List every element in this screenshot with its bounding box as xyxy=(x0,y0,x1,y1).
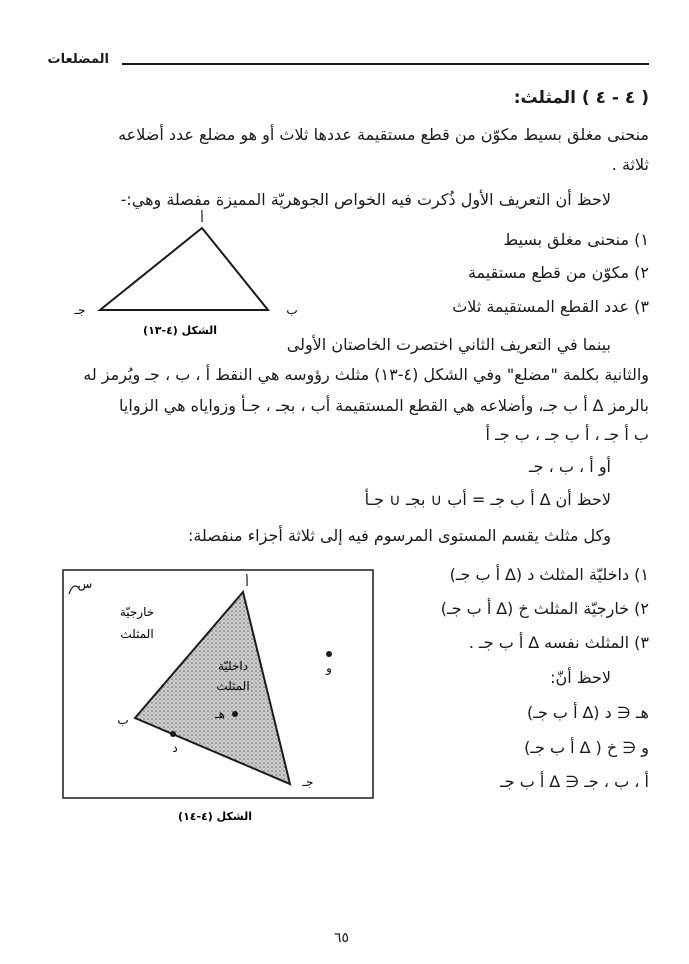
point-d xyxy=(170,731,176,737)
figure-4-14-caption: الشكل (٤-١٤) xyxy=(178,810,252,823)
point-d-label: د xyxy=(172,741,178,755)
plane-label: س xyxy=(77,577,93,591)
note-facts: لاحظ أنّ: xyxy=(550,668,611,687)
triangle-abc xyxy=(100,228,268,310)
header-rule xyxy=(122,63,649,65)
vertex-label-a: أ xyxy=(200,211,204,225)
union-note: لاحظ أن ∆ أ ب جـ = أب ∪ بجـ ∪ جـأ xyxy=(364,490,611,509)
interior-label-2: المثلث xyxy=(216,679,250,693)
figure-4-13 xyxy=(70,210,310,350)
fact-3: أ ، ب ، جـ ∈ ∆ أ ب جـ xyxy=(500,772,649,791)
triangle-interior xyxy=(135,592,290,784)
vertex-label-b: ب xyxy=(286,303,298,317)
para2-line-4: ب أ جـ ، أ ب جـ ، ب جـ أ xyxy=(485,425,649,444)
vertex-label-a: أ xyxy=(245,575,249,589)
para2-line-1: بينما في التعريف الثاني اختصرت الخاصتان الأولى xyxy=(286,335,611,354)
figure-4-14 xyxy=(55,566,380,828)
figure-4-13-caption: الشكل (٤-١٣) xyxy=(143,324,217,337)
point-e-label: هـ xyxy=(215,707,225,721)
page-number: ٦٥ xyxy=(334,930,350,946)
point-e xyxy=(232,711,238,717)
property-2: ٢) مكوّن من قطع مستقيمة xyxy=(467,263,649,282)
property-3: ٣) عدد القطع المستقيمة ثلاث xyxy=(452,297,649,316)
definition-line-1: منحنى مغلق بسيط مكوّن من قطع مستقيمة عددها ثلاث أو هو مضلع عدد أضلاعه xyxy=(118,125,649,144)
definition-line-2: ثلاثة . xyxy=(611,155,649,174)
note-first-definition: لاحظ أن التعريف الأول ذُكرت فيه الخواص الجوهريّة المميزة مفصلة وهي:- xyxy=(120,190,611,209)
vertex-label-b: ب xyxy=(117,713,129,727)
para2-line-5: أو أ ، ب ، جـ xyxy=(528,457,611,476)
para2-line-2: والثانية بكلمة "مضلع" وفي الشكل (٤-١٣) مثلث رؤوسه هي النقط أ ، ب ، جـ ويُرمز له xyxy=(83,365,649,384)
parts-intro: وكل مثلث يقسم المستوى المرسوم فيه إلى ثلاثة أجزاء منفصلة: xyxy=(187,526,611,545)
fact-1: هـ ∈ د (∆ أ ب جـ) xyxy=(527,703,649,722)
point-w-label: و xyxy=(326,661,332,675)
running-header: المضلعات xyxy=(47,52,109,67)
vertex-label-c: جـ xyxy=(74,303,86,317)
interior-label: داخليّة xyxy=(217,659,249,673)
point-w xyxy=(326,651,332,657)
part-3: ٣) المثلث نفسه ∆ أ ب جـ . xyxy=(468,633,649,652)
section-title: ( ٤ - ٤ ) المثلث: xyxy=(513,88,649,108)
exterior-label: خارجيّة xyxy=(119,605,155,619)
exterior-label-2: المثلث xyxy=(120,627,154,641)
vertex-label-c: جـ xyxy=(302,775,314,789)
para2-line-3: بالرمز ∆ أ ب جـ، وأضلاعه هي القطع المستقيمة أب ، بجـ ، جـأ وزواياه هي الزوايا xyxy=(119,396,649,415)
property-1: ١) منحنى مغلق بسيط xyxy=(503,230,649,249)
part-1: ١) داخليّة المثلث د (∆ أ ب جـ) xyxy=(449,565,649,584)
fact-2: و ∈ خ ( ∆ أ ب جـ) xyxy=(524,738,649,757)
part-2: ٢) خارجيّة المثلث خ (∆ أ ب جـ) xyxy=(440,599,649,618)
